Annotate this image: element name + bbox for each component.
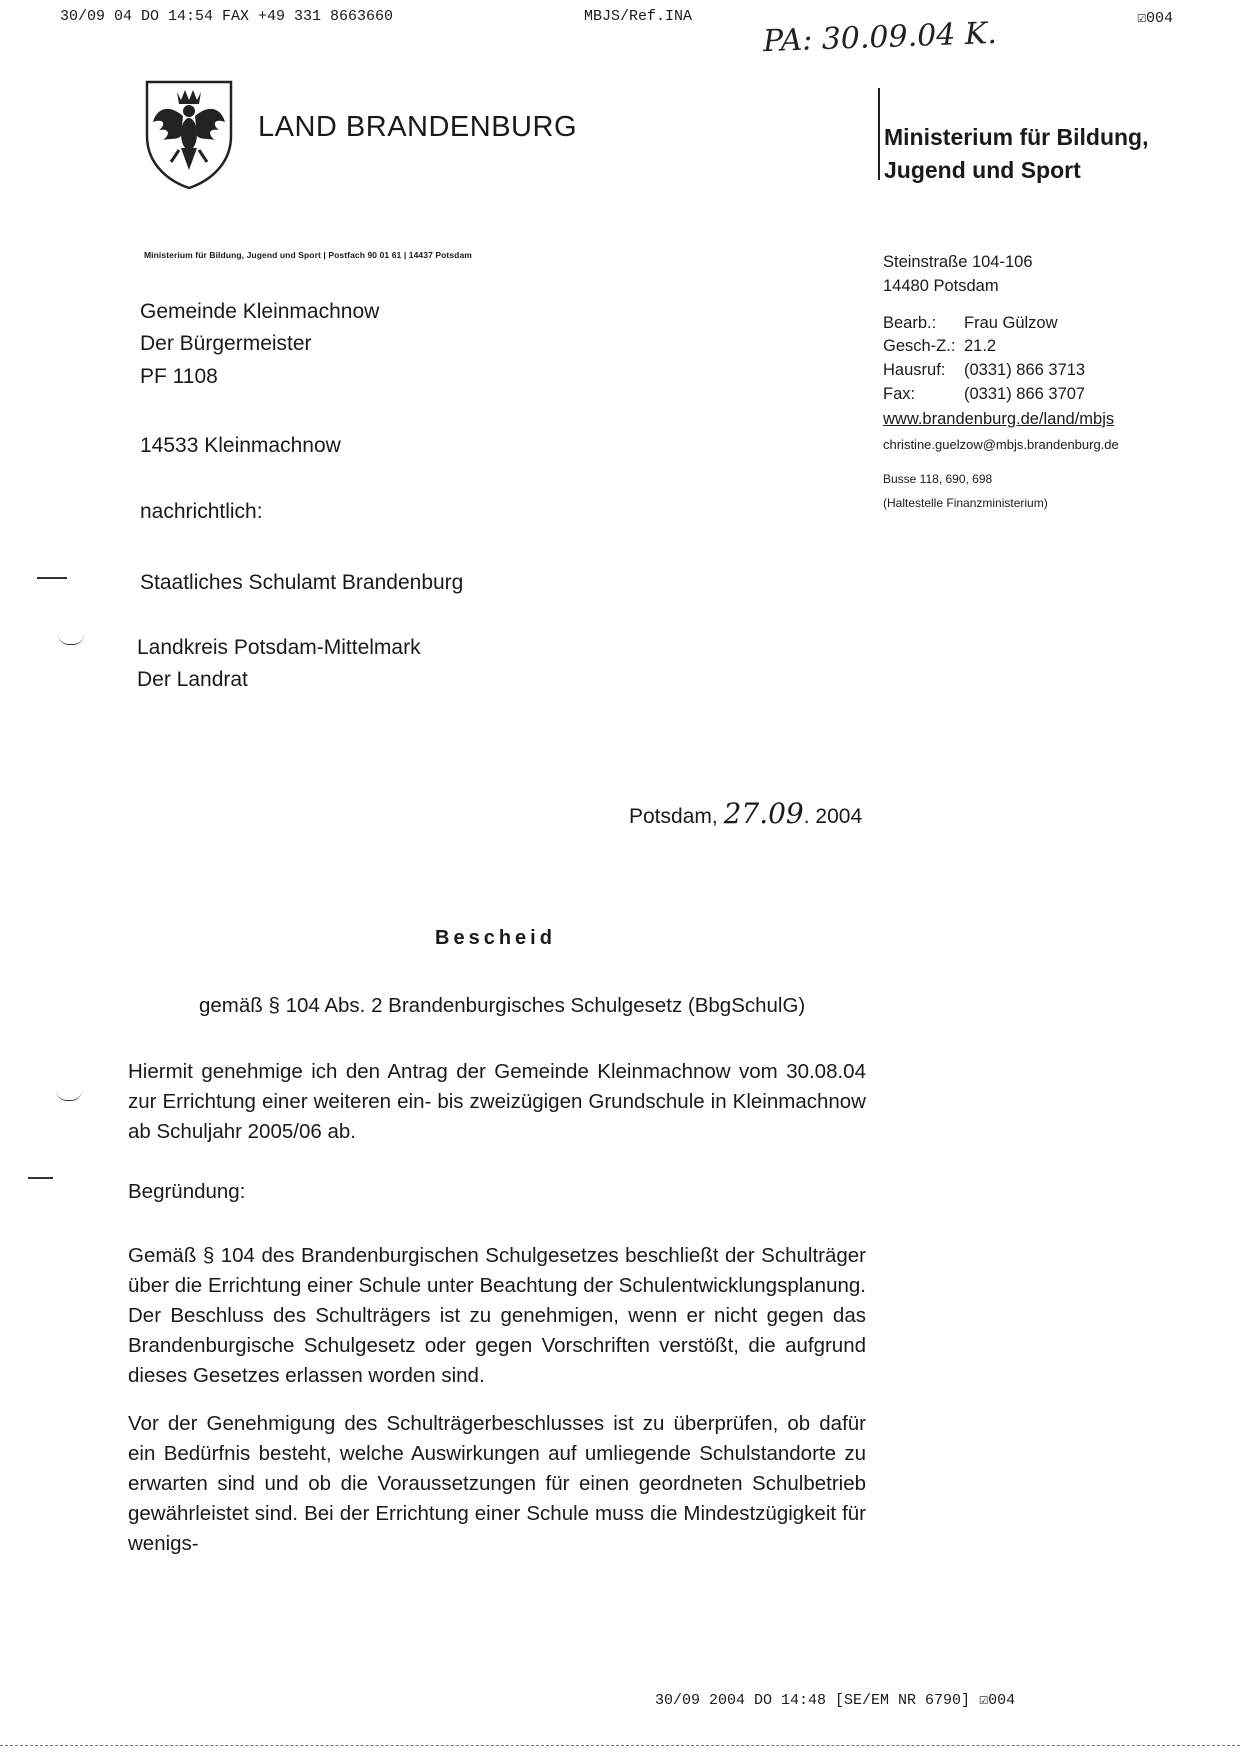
reason-paragraph-2: Vor der Genehmigung des Schulträgerbeschlusses ist zu überprüfen, ob dafür ein Bedürfnis besteht, welche Auswirkungen auf umliegende Schulstandorte zu erwarten sind und ob die Voraussetzungen für einen geordneten Schulbetrieb gewährleistet sind. Bei der Errichtung einer Schule muss die Mindestzügigkeit für wenigs- <box>128 1412 866 1555</box>
email-address[interactable]: christine.guelzow@mbjs.brandenburg.de <box>883 437 1119 452</box>
fax-reference: MBJS/Ref.INA <box>584 8 693 25</box>
reference-value: 21.2 <box>964 337 997 355</box>
phone-value: (0331) 866 3713 <box>964 361 1086 379</box>
clerk-label: Bearb.: <box>883 314 937 332</box>
fax-page-number: ☑004 <box>1137 10 1174 27</box>
sender-return-address: Ministerium für Bildung, Jugend und Sport | Postfach 90 01 61 | 14437 Potsdam <box>144 250 472 260</box>
reason-heading: Begründung: <box>128 1180 246 1203</box>
bus-stop: (Haltestelle Finanzministerium) <box>883 496 1048 510</box>
page-bottom-edge <box>0 1745 1240 1747</box>
contact-reference <box>883 337 996 356</box>
fax-header-line: 30/09 04 DO 14:54 FAX +49 331 8663660 <box>60 8 394 25</box>
ministry-divider <box>878 88 880 180</box>
date-handwritten: 27.09 <box>723 797 804 830</box>
ministry-name-line1: Ministerium für Bildung, <box>884 124 1149 150</box>
contact-phone <box>883 361 1085 380</box>
recipient-line-2: Der Bürgermeister <box>140 332 312 355</box>
reference-label: Gesch-Z.: <box>883 337 956 355</box>
recipient-postcode-city: 14533 Kleinmachnow <box>140 434 341 457</box>
clerk-value: Frau Gülzow <box>964 314 1058 332</box>
fax-footer-line: 30/09 2004 DO 14:48 [SE/EM NR 6790] ☑004 <box>655 1692 1016 1709</box>
contact-street: Steinstraße 104-106 <box>883 253 1033 271</box>
handwritten-note: PA: 30.09.04 K. <box>762 15 998 60</box>
cc-recipient-1: Staatliches Schulamt Brandenburg <box>140 571 464 594</box>
fax-label: Fax: <box>883 385 916 403</box>
punch-mark <box>56 1090 82 1101</box>
state-name: LAND BRANDENBURG <box>258 111 577 143</box>
punch-mark <box>58 634 84 645</box>
letter-date <box>629 797 862 830</box>
fold-mark <box>37 577 67 579</box>
legal-basis: gemäß § 104 Abs. 2 Brandenburgisches Schulgesetz (BbgSchulG) <box>199 994 806 1017</box>
coat-of-arms-logo <box>143 78 235 195</box>
fax-value: (0331) 866 3707 <box>964 385 1086 403</box>
phone-label: Hausruf: <box>883 361 946 379</box>
website-link[interactable]: www.brandenburg.de/land/mbjs <box>883 410 1115 428</box>
ministry-name-line2: Jugend und Sport <box>884 157 1081 183</box>
cc-label: nachrichtlich: <box>140 500 263 523</box>
bus-lines: Busse 118, 690, 698 <box>883 472 993 486</box>
document-title: Bescheid <box>435 927 556 949</box>
contact-city: 14480 Potsdam <box>883 277 999 295</box>
recipient-line-1: Gemeinde Kleinmachnow <box>140 300 380 323</box>
contact-clerk <box>883 314 1058 333</box>
contact-fax <box>883 385 1085 404</box>
date-place: Potsdam, <box>629 805 718 828</box>
cc-recipient-2-line-2: Der Landrat <box>137 668 248 691</box>
cc-recipient-2-line-1: Landkreis Potsdam-Mittelmark <box>137 636 421 659</box>
fold-mark <box>28 1177 53 1179</box>
recipient-line-3: PF 1108 <box>140 365 218 388</box>
date-year: . 2004 <box>803 805 863 828</box>
ministry-name <box>884 121 1184 187</box>
reason-paragraph-1: Gemäß § 104 des Brandenburgischen Schulgesetzes beschließt der Schulträger über die Errichtung einer Schule unter Beachtung der Schulentwicklungsplanung. Der Beschluss des Schulträgers ist zu genehmigen, wenn er nicht gegen das Brandenburgische Schulgesetz oder gegen Vorschriften verstößt, die aufgrund dieses Gesetzes erlassen worden sind. <box>128 1244 866 1387</box>
decision-paragraph: Hiermit genehmige ich den Antrag der Gemeinde Kleinmachnow vom 30.08.04 zur Errichtung einer weiteren ein- bis zweizügigen Grundschule in Kleinmachnow ab Schuljahr 2005/06 ab. <box>128 1060 866 1143</box>
